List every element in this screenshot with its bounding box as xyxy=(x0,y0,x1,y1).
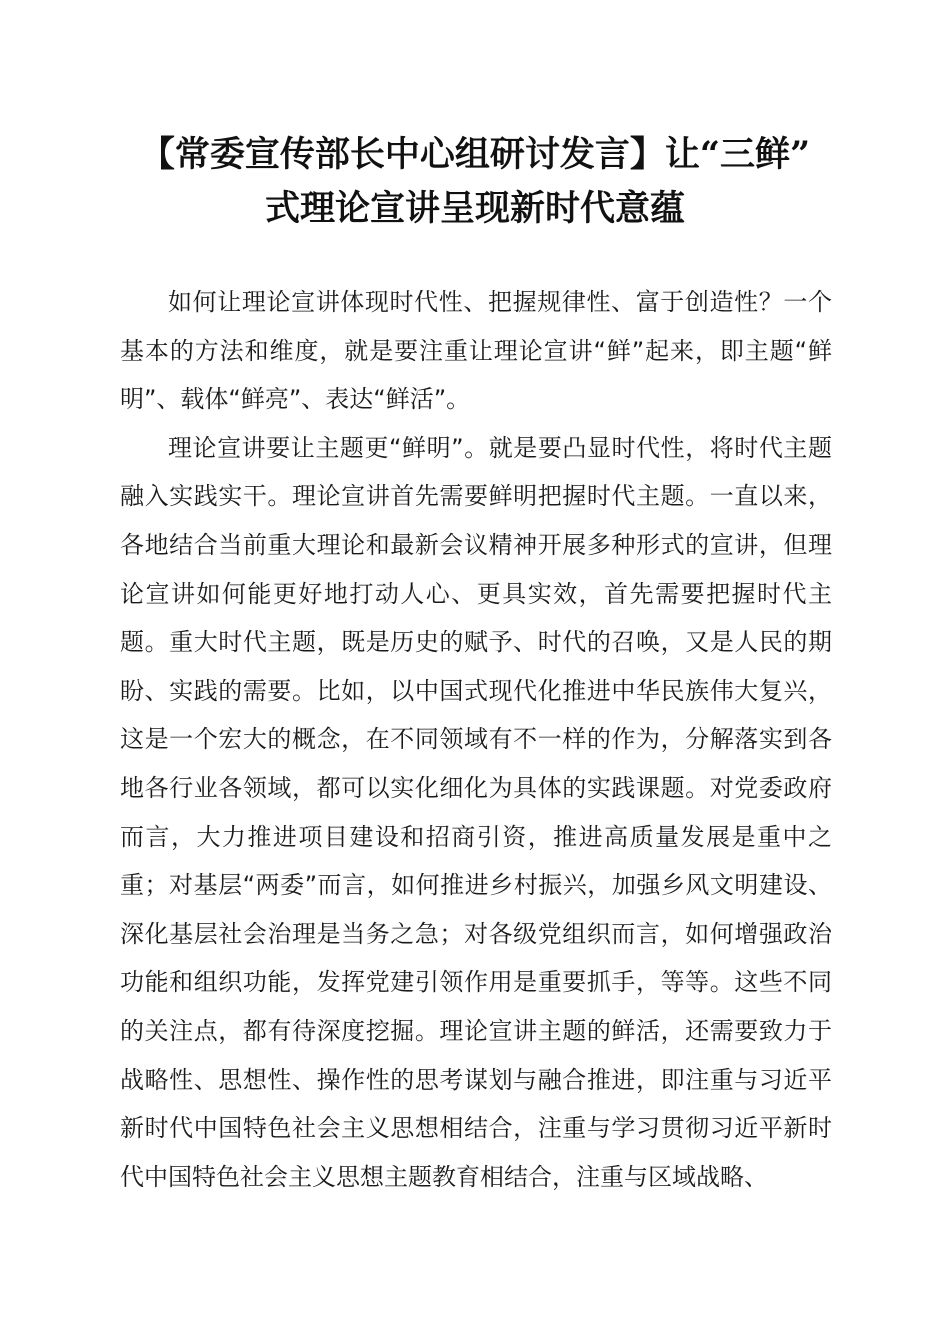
document-title xyxy=(90,128,860,236)
title-line-1: 【常委宣传部长中心组研讨发言】让“三鲜” xyxy=(139,134,811,175)
document-body xyxy=(120,278,832,1201)
paragraph-intro: 如何让理论宣讲体现时代性、把握规律性、富于创造性？一个基本的方法和维度，就是要注重让理论宣讲“鲜”起来，即主题“鲜明”、载体“鲜亮”、表达“鲜活”。 xyxy=(120,288,832,414)
title-line-2: 式理论宣讲呈现新时代意蕴 xyxy=(264,188,685,229)
paragraph-theme: 理论宣讲要让主题更“鲜明”。就是要凸显时代性，将时代主题融入实践实干。理论宣讲首先需要鲜明把握时代主题。一直以来，各地结合当前重大理论和最新会议精神开展多种形式的宣讲，但理论宣讲如何能更好地打动人心、更具实效，首先需要把握时代主题。重大时代主题，既是历史的赋予、时代的召唤，又是人民的期盼、实践的需要。比如，以中国式现代化推进中华民族伟大复兴，这是一个宏大的概念，在不同领域有不一样的作为，分解落实到各地各行业各领域，都可以实化细化为具体的实践课题。对党委政府而言，大力推进项目建设和招商引资，推进高质量发展是重中之重；对基层“两委”而言，如何推进乡村振兴，加强乡风文明建设、深化基层社会治理是当务之急；对各级党组织而言，如何增强政治功能和组织功能，发挥党建引领作用是重要抓手，等等。这些不同的关注点，都有待深度挖掘。理论宣讲主题的鲜活，还需要致力于战略性、思想性、操作性的思考谋划与融合推进，即注重与习近平新时代中国特色社会主义思想相结合，注重与学习贯彻习近平新时代中国特色社会主义思想主题教育相结合，注重与区域战略、 xyxy=(120,433,832,1191)
